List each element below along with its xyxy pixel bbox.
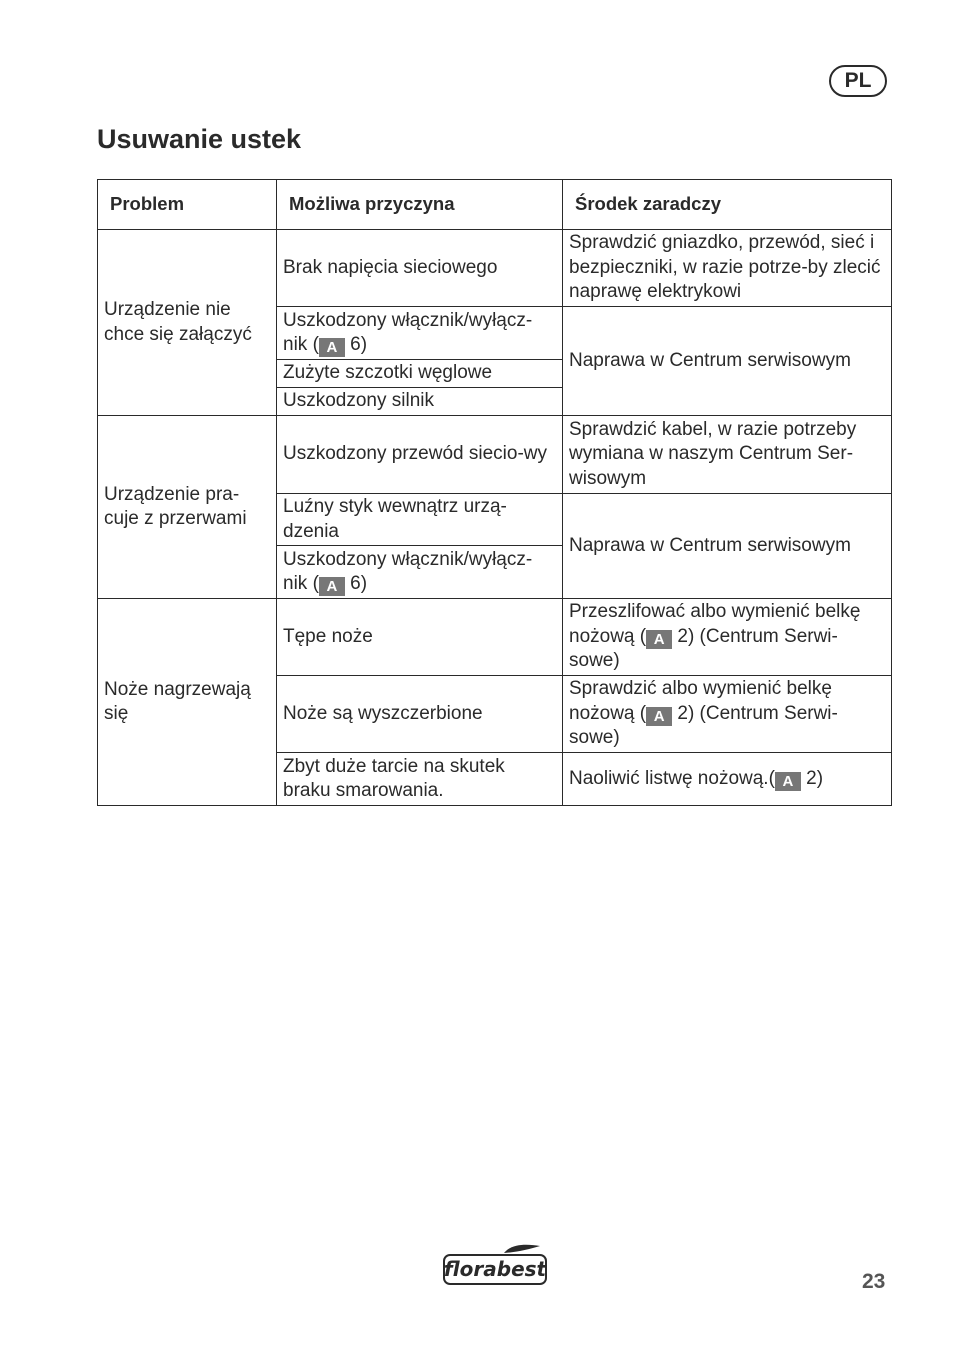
table-row <box>98 416 892 494</box>
cause-cell: Zużyte szczotki węglowe <box>277 360 563 388</box>
remedy-cell <box>563 753 892 806</box>
cause-text: Uszkodzony włącznik/wyłącz-nik ( <box>283 309 533 355</box>
table-row <box>98 599 892 676</box>
problem-cell: Urządzenie pra-cuje z przerwami <box>98 416 277 599</box>
remedy-text: Przeszlifować albo wymienić belkę nożową ( <box>569 601 861 647</box>
remedy-cell <box>563 676 892 753</box>
remedy-text: 2) <box>800 767 824 789</box>
problem-cell: Urządzenie nie chce się załączyć <box>98 230 277 416</box>
header-remedy: Środek zaradczy <box>563 180 892 230</box>
cause-cell: Uszkodzony przewód siecio-wy <box>277 416 563 494</box>
cause-cell <box>277 307 563 360</box>
cause-text: 6) <box>344 573 368 594</box>
remedy-cell: Naprawa w Centrum serwisowym <box>563 307 892 416</box>
cause-text: Uszkodzony włącznik/wyłącz-nik ( <box>283 548 533 594</box>
remedy-text: Naoliwić listwę nożową.( <box>569 767 775 789</box>
header-cause: Możliwa przyczyna <box>277 180 563 230</box>
remedy-text: Sprawdzić albo wymienić belkę nożową ( <box>569 678 832 724</box>
cause-cell: Tępe noże <box>277 599 563 676</box>
figure-a-icon: A <box>319 338 345 357</box>
remedy-cell: Naprawa w Centrum serwisowym <box>563 494 892 599</box>
cause-cell <box>277 546 563 599</box>
cause-text: 6) <box>344 334 368 355</box>
cause-cell: Uszkodzony silnik <box>277 388 563 416</box>
figure-a-icon: A <box>646 630 672 649</box>
language-badge: PL <box>829 65 887 97</box>
table-row <box>98 230 892 307</box>
figure-a-icon: A <box>646 707 672 726</box>
remedy-cell <box>563 599 892 676</box>
cause-cell: Zbyt duże tarcie na skutek braku smarowania. <box>277 753 563 806</box>
cause-cell: Noże są wyszczerbione <box>277 676 563 753</box>
cause-cell: Brak napięcia sieciowego <box>277 230 563 307</box>
header-problem: Problem <box>98 180 277 230</box>
remedy-cell: Sprawdzić gniazdko, przewód, sieć i bezpieczniki, w razie potrze-by zlecić naprawę elektrykowi <box>563 230 892 307</box>
figure-a-icon: A <box>775 772 801 791</box>
figure-a-icon: A <box>319 577 345 596</box>
logo-text: florabest <box>443 1257 547 1281</box>
remedy-text: 2) (Centrum Serwi-sowe) <box>569 702 838 749</box>
cause-cell: Luźny styk wewnątrz urzą-dzenia <box>277 494 563 546</box>
florabest-logo <box>442 1244 548 1286</box>
remedy-cell: Sprawdzić kabel, w razie potrzeby wymiana w naszym Centrum Ser-wisowym <box>563 416 892 494</box>
problem-cell: Noże nagrzewają się <box>98 599 277 806</box>
page-title: Usuwanie ustek <box>97 124 302 154</box>
troubleshooting-table <box>97 179 892 806</box>
table-header-row <box>98 180 892 230</box>
remedy-text: 2) (Centrum Serwi-sowe) <box>569 625 838 672</box>
page-number: 23 <box>862 1270 886 1293</box>
